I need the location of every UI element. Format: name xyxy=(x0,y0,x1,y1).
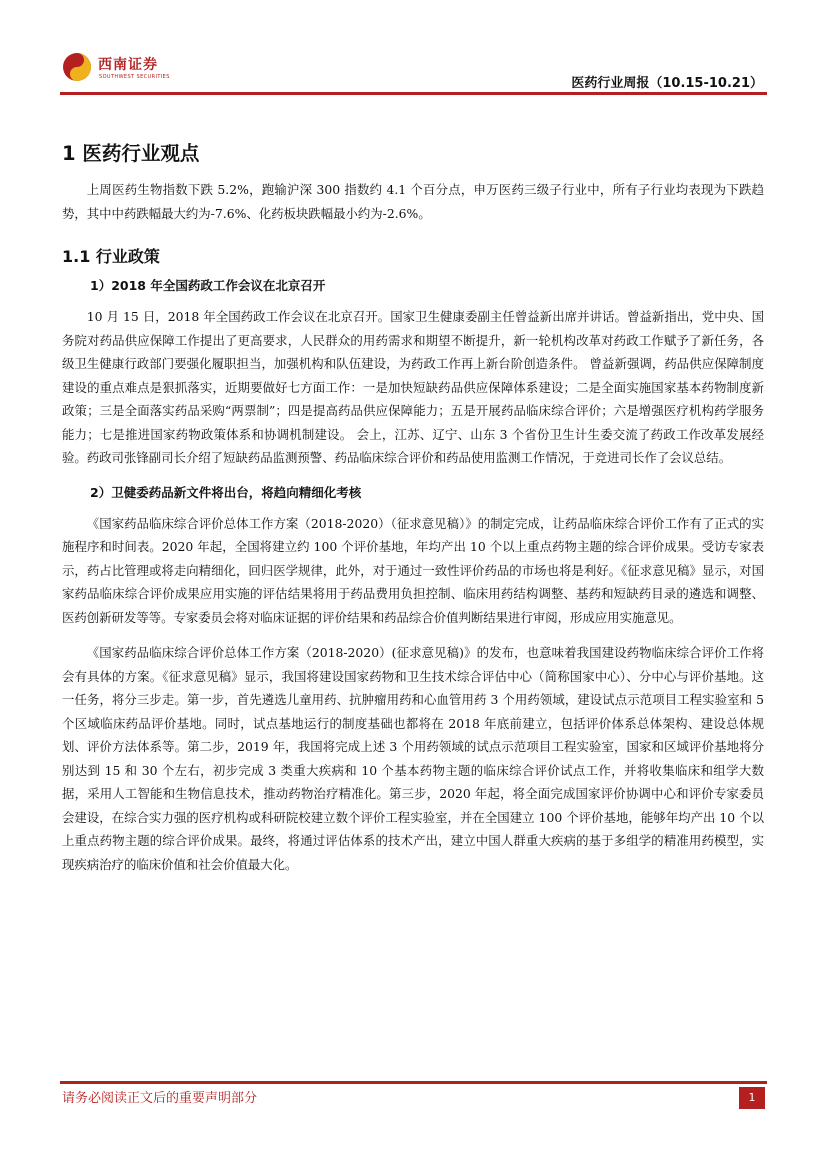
policy-item-2-paragraph-1: 《国家药品临床综合评价总体工作方案（2018-2020）（征求意见稿）》的制定完成，让药品临床综合评价工作有了正式的实施程序和时间表。2020 年起，全国将建立约 100 个评价基地，年均产出 10 个以上重点药物主题的综合评价成果。受访专家表示，药占比管理或将走向精细化，回归医学规律，此外，对于通过一致性评价药品的市场也将是利好。《征求意见稿》显示，对国家药品临床综合评价成果应用实施的评估结果将用于药品费用负担控制、临床用药结构调整、基药和短缺药目录的遴选和调整、医药创新研发等等。专家委员会将对临床证据的评价结果和药品综合价值判断结果进行审阅，形成应用实施意见。 xyxy=(62,515,764,625)
footer-disclaimer: 请务必阅读正文后的重要声明部分 xyxy=(62,1091,258,1106)
logo-text-en: SOUTHWEST SECURITIES xyxy=(99,74,170,80)
report-title: 医药行业周报（10.15-10.21） xyxy=(571,76,763,91)
policy-item-1-heading: 1）2018 年全国药政工作会议在北京召开 xyxy=(90,278,326,293)
company-logo xyxy=(62,52,192,86)
section-1-title: 1 医药行业观点 xyxy=(62,142,200,165)
policy-item-2-paragraph-2: 《国家药品临床综合评价总体工作方案（2018-2020）(征求意见稿)》的发布，也意味着我国建设药物临床综合评价工作将会有具体的方案。《征求意见稿》显示，我国将建设国家药物和卫生技术综合评估中心（简称国家中心）、分中心与评价基地。这一任务，将分三步走。第一步，首先遴选儿童用药、抗肿瘤用药和心血管用药 3 个用药领域，建设试点示范项目工程实验室和 5 个区域临床药品评价基地。同时，试点基地运行的制度基础也都将在 2018 年底前建立，包括评价体系总体架构、建设总体规划、评价方法体系等。第二步，2019 年，我国将完成上述 3 个用药领域的试点示范项目工程实验室，国家和区域评价基地将分别达到 15 和 30 个左右，初步完成 3 类重大疾病和 10 个基本药物主题的临床综合评价试点工作，并将收集临床和组学大数据，采用人工智能和生物信息技术，推动药物治疗精准化。第三步，2020 年起，将全面完成国家评价协调中心和评价专家委员会建设，在综合实力强的医疗机构或科研院校建立数个评价工程实验室，并在全国建立 100 个评价基地，能够年均产出 10 个以上重点药物主题的综合评价成果。最终，将通过评估体系的技术产出，建立中国人群重大疾病的基于多组学的精准用药模型，实现疾病治疗的临床价值和社会价值最大化。 xyxy=(62,645,764,872)
section-1-1-title: 1.1 行业政策 xyxy=(62,247,160,266)
section-1-intro: 上周医药生物指数下跌 5.2%，跑输沪深 300 指数约 4.1 个百分点，申万医药三级子行业中，所有子行业均表现为下跌趋势，其中中药跌幅最大约为-7.6%、化药板块跌幅最小约为-2.6%。 xyxy=(62,182,764,221)
main-content xyxy=(62,140,764,888)
logo-emblem-icon xyxy=(62,52,92,82)
page-number: 1 xyxy=(739,1087,765,1109)
policy-item-1-paragraph: 10 月 15 日，2018 年全国药政工作会议在北京召开。国家卫生健康委副主任曾益新出席并讲话。曾益新指出，党中央、国务院对药品供应保障工作提出了更高要求，人民群众的用药需求和期望不断提升，新一轮机构改革对药政工作赋予了新任务，各级卫生健康行政部门要强化履职担当，加强机构和队伍建设，为药政工作再上新台阶创造条件。 曾益新强调，药品供应保障制度建设的重点难点是狠抓落实，近期要做好七方面工作：一是加快短缺药品供应保障体系建设；二是全面实施国家基本药物制度新政策；三是全面落实药品采购“两票制”；四是提高药品供应保障能力；五是开展药品临床综合评价；六是增强医疗机构药学服务能力；七是推进国家药物政策体系和协调机制建设。 会上，江苏、辽宁、山东 3 个省份卫生计生委交流了药政工作改革发展经验。药政司张锋副司长介绍了短缺药品监测预警、药品临床综合评价和药品使用监测工作情况，于竞进司长作了会议总结。 xyxy=(62,309,764,465)
page-header xyxy=(0,0,827,100)
header-divider xyxy=(60,92,767,95)
footer-divider xyxy=(60,1081,767,1084)
logo-text-cn: 西南证券 xyxy=(98,57,158,73)
policy-item-2-heading: 2）卫健委药品新文件将出台，将趋向精细化考核 xyxy=(90,484,362,500)
